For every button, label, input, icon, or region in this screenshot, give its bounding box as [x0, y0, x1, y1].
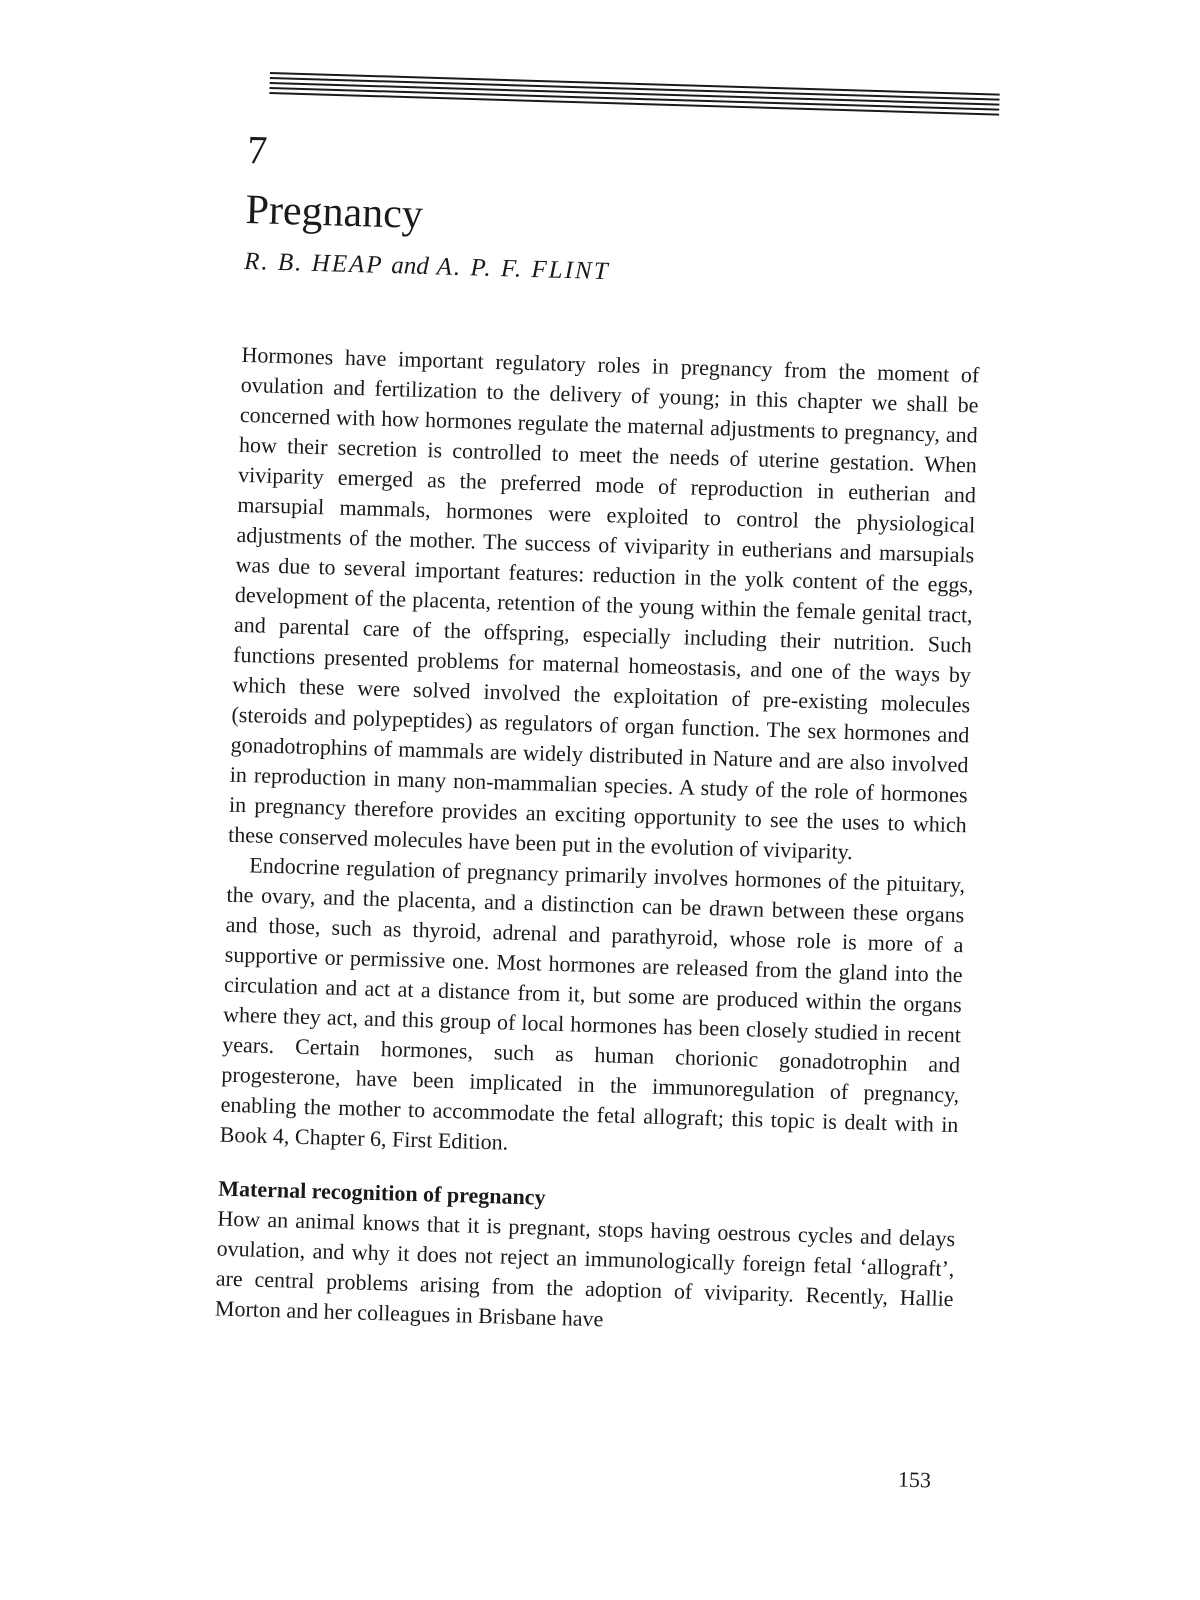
- author-connector: and: [391, 252, 430, 281]
- author-name: R. B. HEAP: [243, 247, 384, 279]
- author-name: A. P. F. FLINT: [436, 253, 610, 286]
- chapter-authors: [244, 246, 983, 299]
- body-paragraph: Endocrine regulation of pregnancy primarily involves hormones of the pituitary, the ovary, and the placenta, and a distinction can be drawn between these organs and those, such as thyroid, adrenal and parathyroid, whose role is more of a supportive or permissive one. Most hormones are released from the gland into the circulation and act at a distance from it, but some are produced within the organs where they act, and this group of local hormones has been closely studied in recent years. Certain hormones, such as human chorionic gonadotrophin and progesterone, have been implicated in the immunoregulation of pregnancy, enabling the mother to accommodate the fetal allograft; this topic is dealt with in Book 4, Chapter 6, First Edition.: [219, 852, 966, 1155]
- section-paragraph: How an animal knows that it is pregnant, stops having oestrous cycles and delays ovulation, and why it does not reject an immunologically foreign fetal ‘allograft’, are central problems arising from the adoption of viviparity. Recently, Hallie Morton and her colleagues in Brisbane have: [214, 1205, 956, 1332]
- chapter-number: 7: [246, 126, 268, 173]
- body-paragraph: Hormones have important regulatory roles in pregnancy from the moment of ovulation and fertilization to the delivery of young; in this chapter we shall be concerned with how hormones regulate the maternal adjustments to pregnancy, and how their secretion is controlled to meet the needs of uterine gestation. When viviparity emerged as the preferred mode of reproduction in eutherian and marsupial mammals, hormones were exploited to control the physiological adjustments of the mother. The success of viviparity in eutherians and marsupials was due to several important features: reduction in the yolk content of the eggs, development of the placenta, retention of the young within the female genital tract, and parental care of the offspring, especially including their nutrition. Such functions presented problems for maternal homeostasis, and one of the ways by which these were solved involved the exploitation of pre-existing molecules (steroids and polypeptides) as regulators of organ function. The sex hormones and gonadotrophins of mammals are widely distributed in Nature and are also involved in reproduction in many non-mammalian species. A study of the role of hormones in pregnancy therefore provides an exciting opportunity to see the uses to which these conserved molecules have been put in the evolution of viviparity.: [227, 341, 980, 865]
- section-heading: Maternal recognition of pregnancy: [217, 1175, 546, 1210]
- page-content: [215, 126, 986, 1344]
- chapter-header-rules: [269, 72, 1000, 130]
- page-number: 153: [897, 1466, 932, 1493]
- chapter-title: Pregnancy: [245, 186, 424, 238]
- chapter-body: [215, 340, 980, 1344]
